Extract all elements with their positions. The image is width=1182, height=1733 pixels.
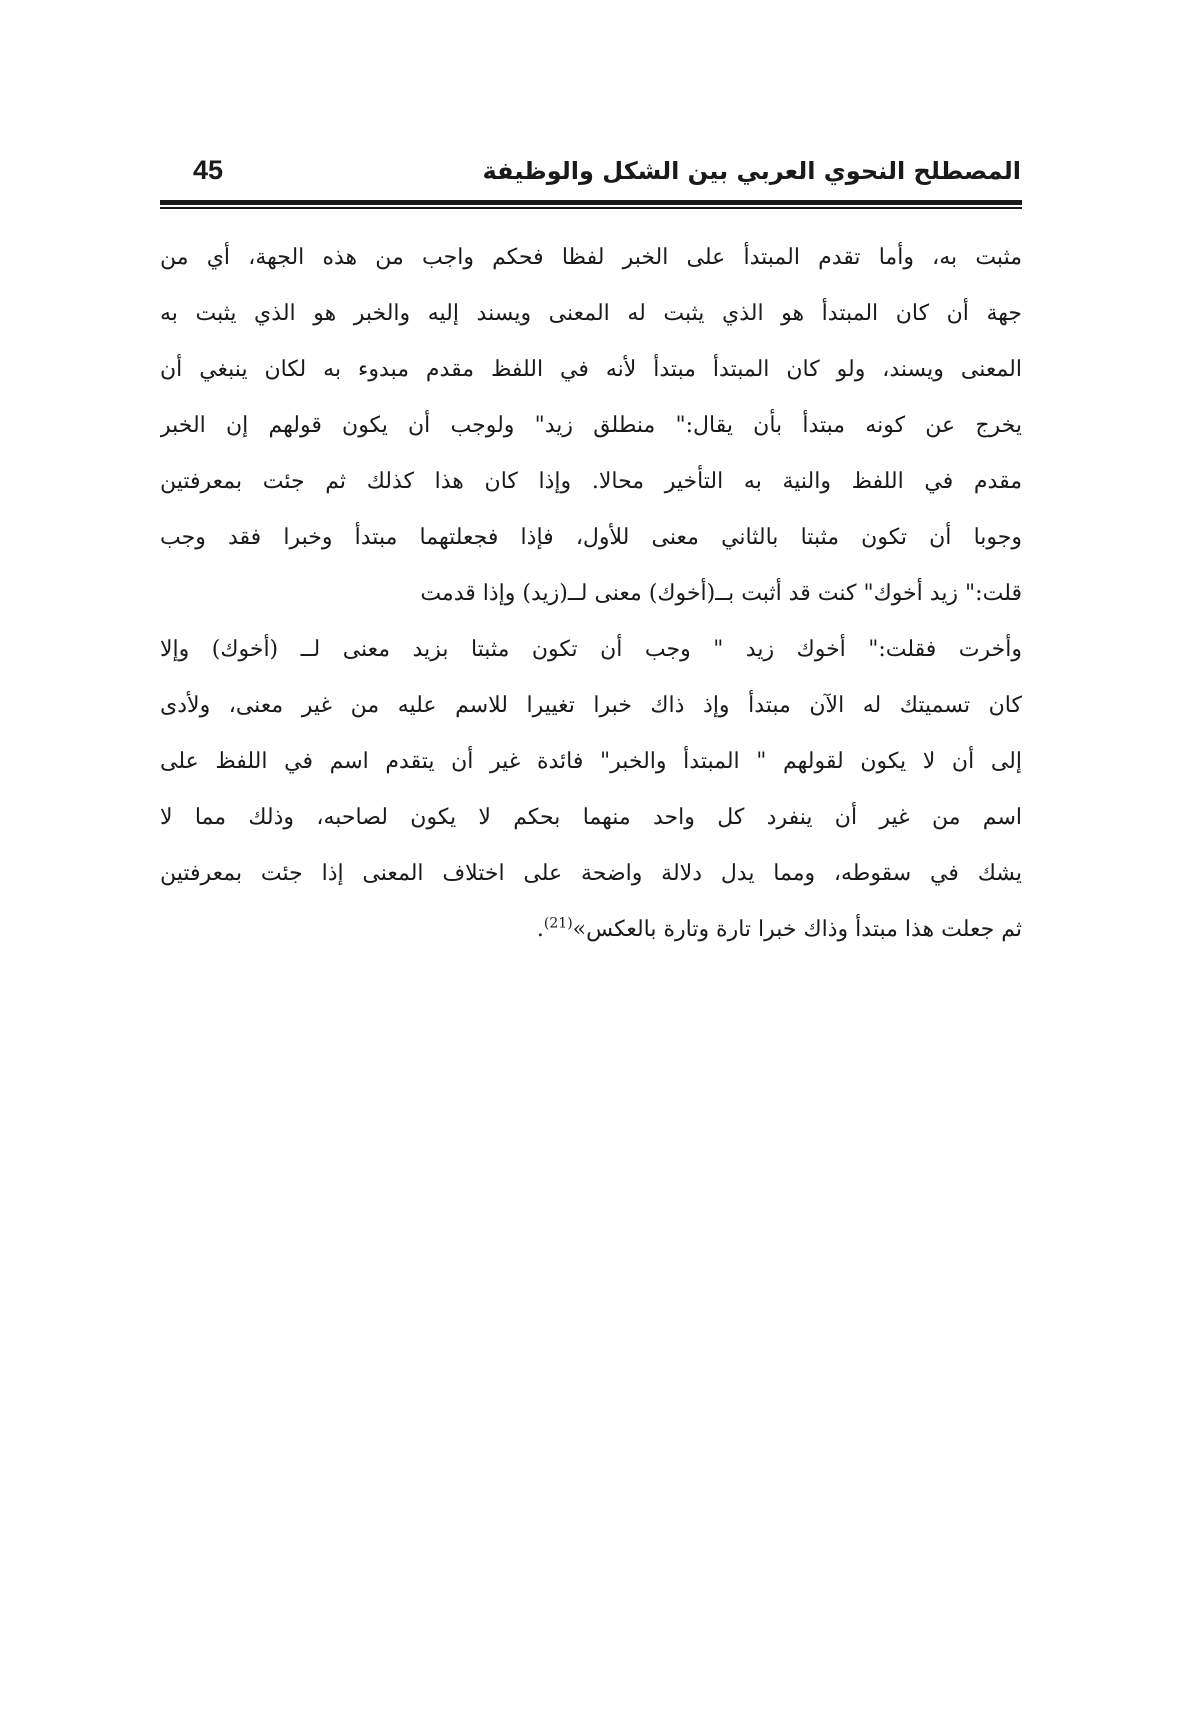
- header-title: المصطلح النحوي العربي بين الشكل والوظيفة: [482, 157, 1021, 185]
- text-line-7: قلت:" زيد أخوك" كنت قد أثبت بــ(أخوك) معنى لــ(زيد) وإذا قدمت: [420, 581, 1022, 606]
- text-line-5: مقدم في اللفظ والنية به التأخير محالا. وإذا كان هذا كذلك ثم جئت بمعرفتين: [160, 469, 1022, 494]
- text-line-1: مثبت به، وأما تقدم المبتدأ على الخبر لفظا فحكم واجب من هذه الجهة، أي من: [160, 245, 1022, 270]
- running-header: [183, 150, 1021, 196]
- final-period: .: [536, 917, 544, 942]
- text-line-13-content: ثم جعلت هذا مبتدأ وذاك خبرا تارة وتارة بالعكس»: [572, 917, 1022, 942]
- text-line-8: وأخرت فقلت:" أخوك زيد " وجب أن تكون مثبتا بزيد معنى لــ (أخوك) وإلا: [160, 637, 1022, 662]
- text-line-13: [160, 902, 1022, 958]
- text-line-3: المعنى ويسند، ولو كان المبتدأ مبتدأ لأنه في اللفظ مقدم مبدوء به لكان ينبغي أن: [160, 357, 1022, 382]
- header-double-rule: [160, 200, 1022, 210]
- page-number: 45: [193, 155, 224, 185]
- header-rule-thin: [160, 207, 1022, 209]
- body-paragraph: [160, 230, 1022, 958]
- text-line-9: كان تسميتك له الآن مبتدأ وإذ ذاك خبرا تغييرا للاسم عليه من غير معنى، ولأدى: [160, 693, 1022, 718]
- header-rule-thick: [160, 200, 1022, 205]
- text-line-12: يشك في سقوطه، ومما يدل دلالة واضحة على اختلاف المعنى إذا جئت بمعرفتين: [160, 861, 1022, 886]
- text-line-11: اسم من غير أن ينفرد كل واحد منهما بحكم لا يكون لصاحبه، وذلك مما لا: [160, 805, 1022, 830]
- text-line-2: جهة أن كان المبتدأ هو الذي يثبت له المعنى ويسند إليه والخبر هو الذي يثبت به: [160, 301, 1022, 326]
- footnote-reference[interactable]: (21): [543, 915, 573, 932]
- text-line-6: وجوبا أن تكون مثبتا بالثاني معنى للأول، فإذا فجعلتهما مبتدأ وخبرا فقد وجب: [160, 525, 1022, 550]
- text-line-10: إلى أن لا يكون لقولهم " المبتدأ والخبر" فائدة غير أن يتقدم اسم في اللفظ على: [160, 749, 1022, 774]
- text-line-4: يخرج عن كونه مبتدأ بأن يقال:" منطلق زيد" ولوجب أن يكون قولهم إن الخبر: [160, 413, 1022, 438]
